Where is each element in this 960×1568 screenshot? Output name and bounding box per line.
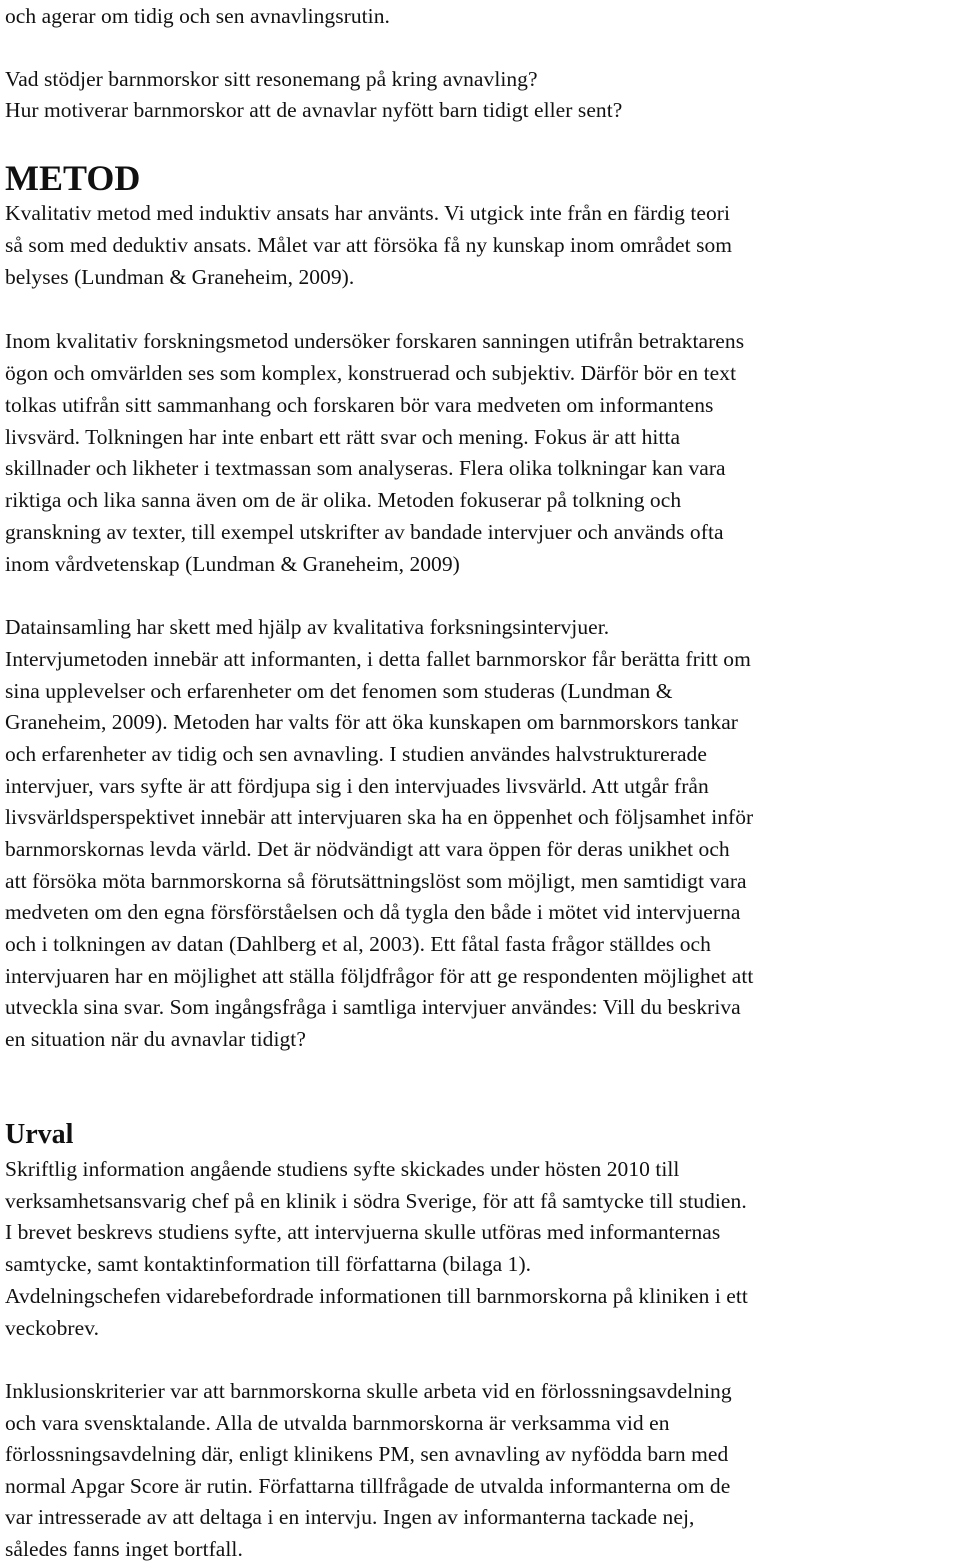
urval-paragraph-2-line: Inklusionskriterier var att barnmorskorna skulle arbeta vid en förlossningsavdelning (5, 1379, 732, 1403)
metod-paragraph-1-line: så som med deduktiv ansats. Målet var att försöka få ny kunskap inom området som (5, 233, 733, 257)
metod-paragraph-2-line: skillnader och likheter i textmassan som analyseras. Flera olika tolkningar kan vara (5, 456, 726, 480)
urval-paragraph-2-line: normal Apgar Score är rutin. Författarna tillfrågade de utvalda informanterna om de (5, 1474, 731, 1498)
urval-paragraph-2-line: förlossningsavdelning där, enligt klinikens PM, sen avnavling av nyfödda barn med (5, 1442, 729, 1466)
metod-paragraph-3-line: intervjuaren har en möjlighet att ställa följdfrågor för att ge respondenten möjlighet att (5, 964, 754, 988)
metod-paragraph-2-line: inom vårdvetenskap (Lundman & Graneheim, 2009) (5, 552, 460, 576)
research-question: Hur motiverar barnmorskor att de avnavlar nyfött barn tidigt eller sent? (5, 98, 623, 122)
intro-line: och agerar om tidig och sen avnavlingsrutin. (5, 4, 390, 28)
metod-paragraph-3-line: utveckla sina svar. Som ingångsfråga i samtliga intervjuer användes: Vill du beskriva (5, 995, 741, 1019)
section-heading-urval: Urval (5, 1119, 74, 1150)
metod-paragraph-2-line: tolkas utifrån sitt sammanhang och forskaren bör vara medveten om informantens (5, 393, 714, 417)
urval-paragraph-2-line: var intresserade av att deltaga i en intervju. Ingen av informanterna tackade nej, (5, 1505, 695, 1529)
urval-paragraph-1-line: veckobrev. (5, 1316, 100, 1340)
urval-paragraph-1-line: Avdelningschefen vidarebefordrade informationen till barnmorskorna på kliniken i ett (5, 1284, 748, 1308)
metod-paragraph-3-line: Datainsamling har skett med hjälp av kvalitativa forksningsintervjuer. (5, 615, 610, 639)
urval-paragraph-1-line: Skriftlig information angående studiens syfte skickades under hösten 2010 till (5, 1157, 680, 1181)
metod-paragraph-2-line: ögon och omvärlden ses som komplex, konstruerad och subjektiv. Därför bör en text (5, 361, 737, 385)
metod-paragraph-3-line: livsvärldsperspektivet innebär att intervjuaren ska ha en öppenhet och följsamhet inför (5, 805, 754, 829)
metod-paragraph-3-line: att försöka möta barnmorskorna så förutsättningslöst som möjligt, men samtidigt vara (5, 869, 747, 893)
metod-paragraph-3-line: Intervjumetoden innebär att informanten, i detta fallet barnmorskor får berätta fritt om (5, 647, 751, 671)
metod-paragraph-3-line: och i tolkningen av datan (Dahlberg et al, 2003). Ett fåtal fasta frågor ställdes och (5, 932, 711, 956)
urval-paragraph-1-line: samtycke, samt kontaktinformation till författarna (bilaga 1). (5, 1252, 532, 1276)
metod-paragraph-1-line: belyses (Lundman & Graneheim, 2009). (5, 265, 355, 289)
metod-paragraph-3-line: en situation när du avnavlar tidigt? (5, 1027, 306, 1051)
section-heading-metod: METOD (5, 158, 141, 198)
metod-paragraph-2-line: riktiga och lika sanna även om de är olika. Metoden fokuserar på tolkning och (5, 488, 682, 512)
metod-paragraph-3-line: intervjuer, vars syfte är att fördjupa sig i den intervjuades livsvärld. Att utgår från (5, 774, 709, 798)
urval-paragraph-2-line: och vara svensktalande. Alla de utvalda barnmorskorna är verksamma vid en (5, 1411, 670, 1435)
metod-paragraph-3-line: och erfarenheter av tidig och sen avnavling. I studien användes halvstrukturerade (5, 742, 707, 766)
metod-paragraph-3-line: medveten om den egna försförståelsen och då tygla den både i mötet vid intervjuerna (5, 900, 741, 924)
metod-paragraph-2-line: livsvärd. Tolkningen har inte enbart ett rätt svar och mening. Fokus är att hitta (5, 425, 681, 449)
metod-paragraph-3-line: barnmorskornas levda värld. Det är nödvändigt att vara öppen för deras unikhet och (5, 837, 730, 861)
urval-paragraph-2-line: således fanns inget bortfall. (5, 1537, 243, 1561)
metod-paragraph-2-line: Inom kvalitativ forskningsmetod undersöker forskaren sanningen utifrån betraktarens (5, 329, 745, 353)
metod-paragraph-3-line: Graneheim, 2009). Metoden har valts för att öka kunskapen om barnmorskors tankar (5, 710, 739, 734)
metod-paragraph-1-line: Kvalitativ metod med induktiv ansats har använts. Vi utgick inte från en färdig teori (5, 201, 731, 225)
urval-paragraph-1-line: I brevet beskrevs studiens syfte, att intervjuerna skulle utföras med informanternas (5, 1220, 721, 1244)
research-question: Vad stödjer barnmorskor sitt resonemang på kring avnavling? (5, 67, 538, 91)
urval-paragraph-1-line: verksamhetsansvarig chef på en klinik i södra Sverige, för att få samtycke till studien. (5, 1189, 747, 1213)
metod-paragraph-3-line: sina upplevelser och erfarenheter om det fenomen som studeras (Lundman & (5, 679, 673, 703)
metod-paragraph-2-line: granskning av texter, till exempel utskrifter av bandade intervjuer och används ofta (5, 520, 724, 544)
